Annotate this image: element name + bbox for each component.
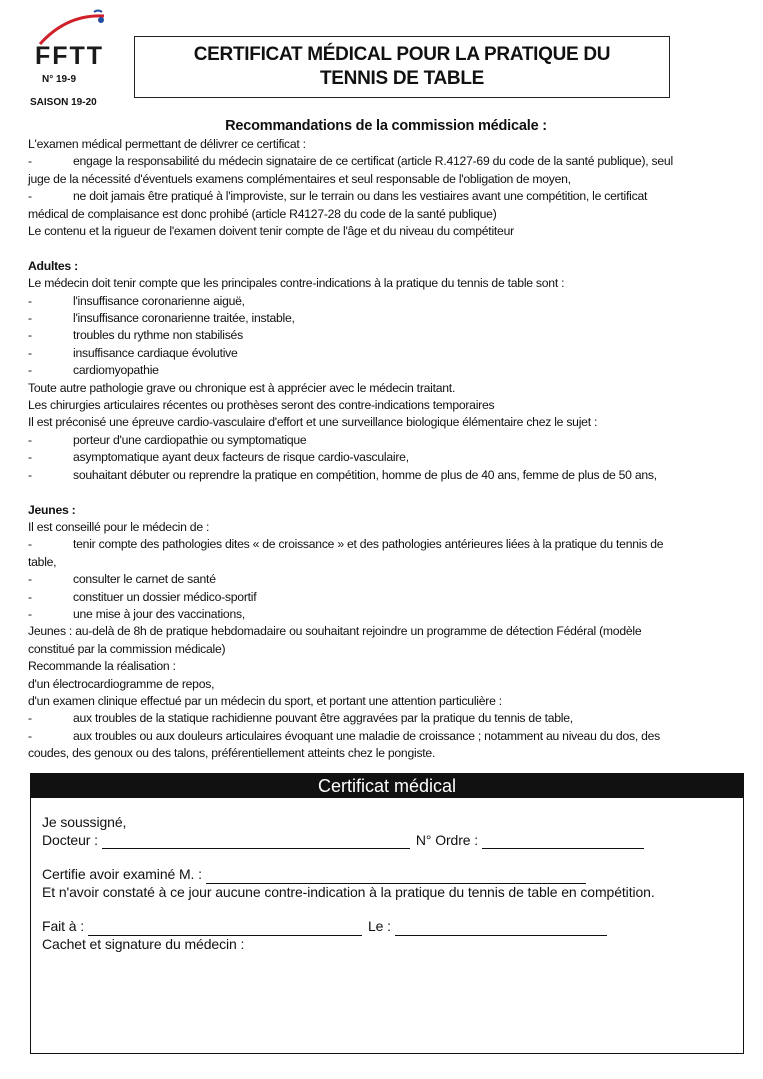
ordre-field[interactable] <box>482 835 644 849</box>
adults-line: Toute autre pathologie grave ou chronique est à apprécier avec le médecin traitant. <box>28 380 456 395</box>
list-item: - engage la responsabilité du médecin signataire de ce certificat (article R.4127-69 du code de la santé publique), seul <box>28 154 673 169</box>
season-label: SAISON 19-20 <box>30 97 97 108</box>
youth-line: Jeunes : au-delà de 8h de pratique hebdomadaire ou souhaitant rejoindre un programme de détection Fédéral (modèle <box>28 624 642 639</box>
list-item-continuation: juge de la nécessité d'éventuels examens complémentaires et seul responsable de l'obligation de moyen, <box>28 171 571 186</box>
youth-line: constitué par la commission médicale) <box>28 641 226 656</box>
list-item: - consulter le carnet de santé <box>28 572 216 587</box>
place-field[interactable] <box>88 922 362 936</box>
list-item-continuation: table, <box>28 554 57 569</box>
signature-label: Cachet et signature du médecin : <box>42 935 245 952</box>
youth-line: d'un électrocardiogramme de repos, <box>28 676 215 691</box>
date-field[interactable] <box>395 922 607 936</box>
list-item: - l'insuffisance coronarienne traitée, instable, <box>28 311 295 326</box>
title-line-2: TENNIS DE TABLE <box>319 68 485 89</box>
youth-line: d'un examen clinique effectué par un médecin du sport, et portant une attention particulière : <box>28 693 502 708</box>
list-item: - aux troubles ou aux douleurs articulaires évoquant une maladie de croissance ; notamment au niveau du dos, des <box>28 728 660 743</box>
logo-text: FFTT <box>34 42 105 70</box>
list-item: - porteur d'une cardiopathie ou symptomatique <box>28 432 307 447</box>
list-item-continuation: médical de complaisance est donc prohibé (article R4127-28 du code de la santé publique) <box>28 206 497 221</box>
youth-line: Recommande la réalisation : <box>28 659 176 674</box>
adults-line: Les chirurgies articulaires récentes ou prothèses seront des contre-indications temporaires <box>28 398 495 413</box>
document-title <box>134 36 670 98</box>
recommendations-heading: Recommandations de la commission médicale : <box>225 118 547 134</box>
list-item: - l'insuffisance coronarienne aiguë, <box>28 293 245 308</box>
docteur-field[interactable] <box>102 835 410 849</box>
list-item: - une mise à jour des vaccinations, <box>28 606 245 621</box>
list-item: - asymptomatique ayant deux facteurs de risque cardio-vasculaire, <box>28 450 409 465</box>
adults-intro: Le médecin doit tenir compte que les principales contre-indications à la pratique du tennis de table sont : <box>28 276 565 291</box>
list-item-continuation: coudes, des genoux ou des talons, préférentiellement atteints chez le pongiste. <box>28 746 436 761</box>
youth-intro: Il est conseillé pour le médecin de : <box>28 519 210 534</box>
list-item: - troubles du rythme non stabilisés <box>28 328 243 343</box>
date-label: Le : <box>368 918 391 934</box>
youth-heading: Jeunes : <box>28 502 76 517</box>
ordre-label: N° Ordre : <box>415 831 479 848</box>
recommendations-intro: L'examen médical permettant de délivrer ce certificat : <box>28 137 306 151</box>
list-item: - tenir compte des pathologies dites « de croissance » et des pathologies antérieures liées à la pratique du tennis de <box>28 537 664 552</box>
soussigne-line: Je soussigné, <box>42 814 127 830</box>
list-item: - aux troubles de la statique rachidienne pouvant être aggravées par la pratique du tennis de table, <box>28 711 573 726</box>
list-item: - cardiomyopathie <box>28 363 159 378</box>
list-item: - ne doit jamais être pratiqué à l'improviste, sur le terrain ou dans les vestiaires avant une compétition, le certificat <box>28 189 648 204</box>
title-line-1: CERTIFICAT MÉDICAL POUR LA PRATIQUE DU <box>193 44 611 65</box>
certifie-label: Certifie avoir examiné M. : <box>42 866 202 882</box>
adults-line: Il est préconisé une épreuve cardio-vasculaire d'effort et une surveillance biologique élémentaire chez le sujet : <box>28 415 598 430</box>
list-item: - constituer un dossier médico-sportif <box>28 589 257 604</box>
document-number: N° 19-9 <box>42 74 77 85</box>
patient-name-field[interactable] <box>206 870 586 884</box>
adults-heading: Adultes : <box>28 258 78 273</box>
docteur-label: Docteur : <box>42 831 98 848</box>
certificate-title: Certificat médical <box>31 774 743 798</box>
certificate-statement: Et n'avoir constaté à ce jour aucune contre-indication à la pratique du tennis de table en compétition. <box>42 883 655 900</box>
recommendations-outro: Le contenu et la rigueur de l'examen doivent tenir compte de l'âge et du niveau du compétiteur <box>28 224 514 239</box>
recommendations-section <box>28 116 744 763</box>
fftt-logo <box>22 8 117 108</box>
fait-label: Fait à : <box>42 918 84 934</box>
medical-certificate-form <box>30 773 744 1054</box>
list-item: - insuffisance cardiaque évolutive <box>28 345 238 360</box>
list-item: - souhaitant débuter ou reprendre la pratique en compétition, homme de plus de 40 ans, femme de plus de 50 ans, <box>28 467 657 482</box>
